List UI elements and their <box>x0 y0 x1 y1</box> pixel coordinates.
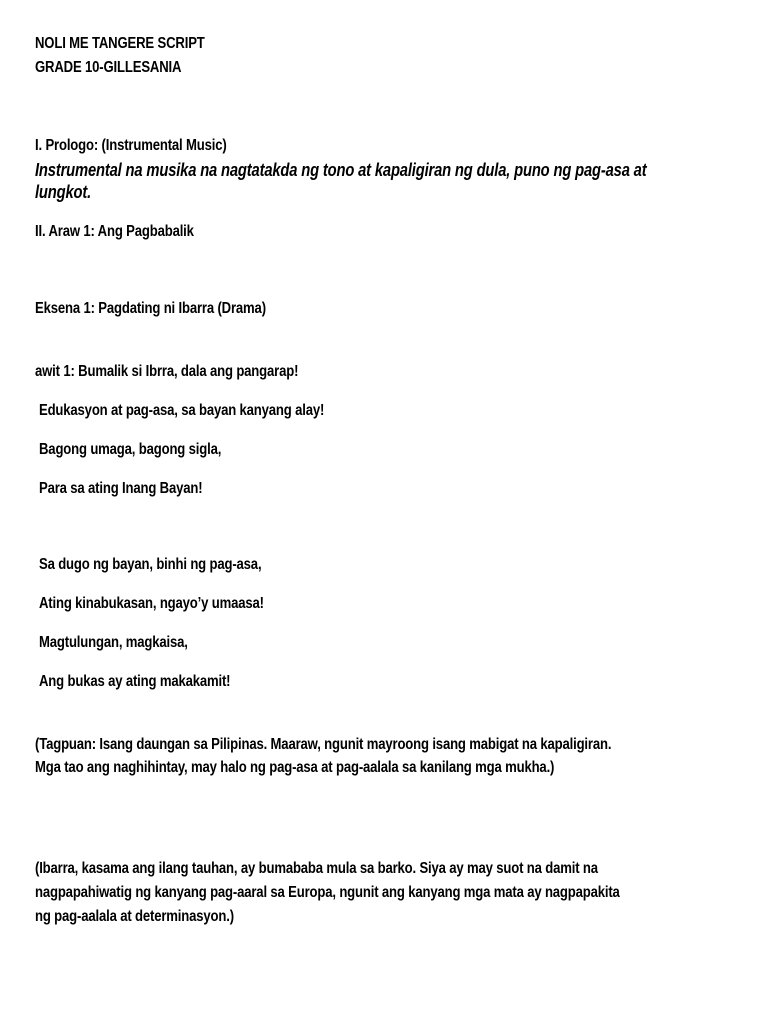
song-line: Ang bukas ay ating makakamit! <box>39 673 231 690</box>
song-line: Sa dugo ng bayan, binhi ng pag-asa, <box>39 556 262 573</box>
prologue-heading: I. Prologo: (Instrumental Music) <box>35 137 227 154</box>
song-line: Edukasyon at pag-asa, sa bayan kanyang alay! <box>39 402 325 419</box>
day1-heading: II. Araw 1: Ang Pagbabalik <box>35 223 194 240</box>
document-title: NOLI ME TANGERE SCRIPT <box>35 35 205 52</box>
song-line: Para sa ating Inang Bayan! <box>39 480 203 497</box>
prologue-description-line-1: Instrumental na musika na nagtatakda ng tono at kapaligiran ng dula, puno ng pag-asa at <box>35 160 647 180</box>
stage-direction-line-2: nagpapahiwatig ng kanyang pag-aaral sa Europa, ngunit ang kanyang mga mata ay nagpapakita <box>35 884 620 901</box>
song-line: Bagong umaga, bagong sigla, <box>39 441 222 458</box>
document-subtitle: GRADE 10-GILLESANIA <box>35 59 182 76</box>
song-line: Magtulungan, magkaisa, <box>39 634 188 651</box>
stage-direction-line-3: ng pag-aalala at determinasyon.) <box>35 908 234 925</box>
stage-direction-line-1: (Ibarra, kasama ang ilang tauhan, ay bumababa mula sa barko. Siya ay may suot na damit na <box>35 860 598 877</box>
song-line: awit 1: Bumalik si Ibrra, dala ang pangarap! <box>35 363 299 380</box>
setting-line-2: Mga tao ang naghihintay, may halo ng pag-asa at pag-aalala sa kanilang mga mukha.) <box>35 759 555 776</box>
song-line: Ating kinabukasan, ngayo’y umaasa! <box>39 595 264 612</box>
prologue-description-line-2: lungkot. <box>35 182 92 202</box>
scene1-heading: Eksena 1: Pagdating ni Ibarra (Drama) <box>35 300 266 317</box>
setting-line-1: (Tagpuan: Isang daungan sa Pilipinas. Maaraw, ngunit mayroong isang mabigat na kapaligiran. <box>35 736 612 753</box>
